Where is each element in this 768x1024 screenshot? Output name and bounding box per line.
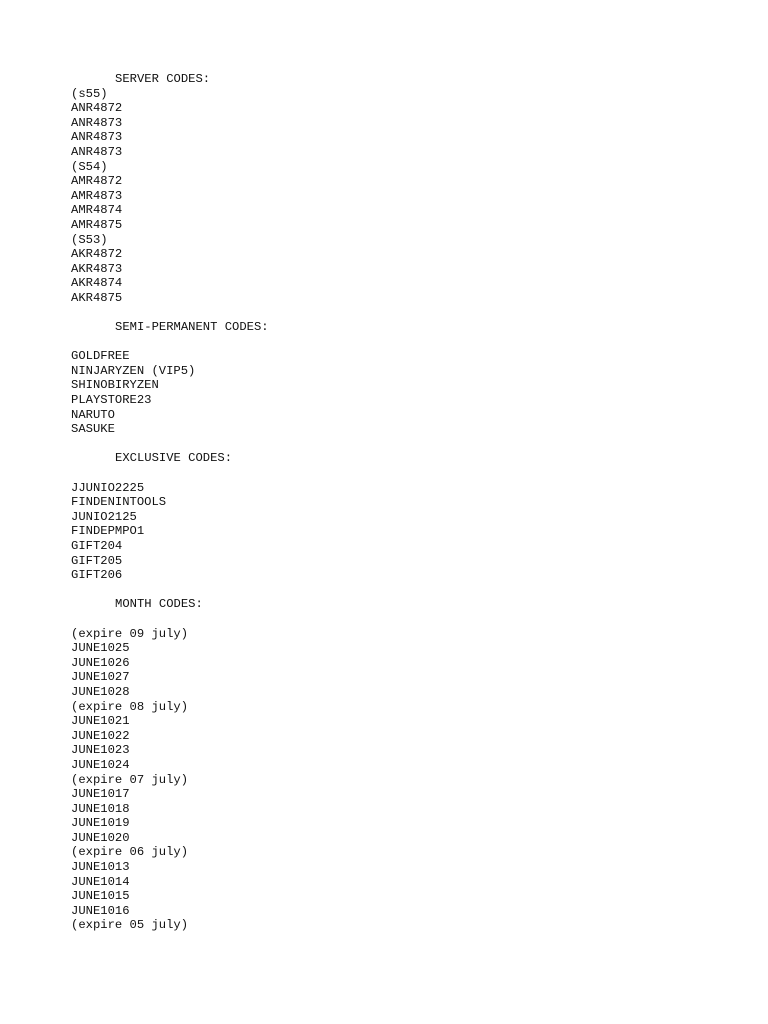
code-line: AMR4874	[71, 203, 123, 218]
code-line: JJUNIO2225	[71, 480, 145, 495]
code-line: FINDENINTOOLS	[71, 495, 167, 510]
code-section	[71, 320, 751, 451]
code-line: JUNIO2125	[71, 509, 137, 524]
code-line: JUNE1022	[71, 728, 130, 743]
code-line: GOLDFREE	[71, 349, 130, 364]
code-line: JUNE1027	[71, 670, 130, 685]
code-line: JUNE1019	[71, 816, 130, 831]
group-note: (expire 05 july)	[71, 918, 189, 933]
code-line: JUNE1025	[71, 641, 130, 656]
code-line: ANR4872	[71, 101, 123, 116]
code-line: AMR4875	[71, 217, 123, 232]
group-note: (expire 06 july)	[71, 845, 189, 860]
section-heading: SERVER CODES:	[115, 72, 211, 86]
code-line: JUNE1026	[71, 655, 130, 670]
section-heading: EXCLUSIVE CODES:	[115, 451, 233, 466]
code-line: AKR4873	[71, 261, 123, 276]
code-line: AKR4872	[71, 247, 123, 262]
blank-line	[71, 335, 751, 350]
code-line: GIFT204	[71, 539, 123, 553]
group-note: (expire 09 july)	[71, 626, 189, 641]
code-section	[71, 72, 751, 320]
code-line: JUNE1020	[71, 830, 130, 845]
group-note: (expire 08 july)	[71, 699, 189, 714]
code-line: ANR4873	[71, 115, 123, 130]
code-line: AKR4874	[71, 276, 123, 291]
code-line: JUNE1018	[71, 801, 130, 816]
code-line: NARUTO	[71, 407, 115, 422]
group-note: (s55)	[71, 86, 108, 101]
code-line: JUNE1023	[71, 743, 130, 758]
section-heading: SEMI-PERMANENT CODES:	[115, 320, 269, 335]
code-sections	[71, 72, 751, 933]
code-line: GIFT205	[71, 553, 123, 568]
code-section	[71, 597, 751, 933]
blank-line	[71, 612, 751, 627]
blank-line	[71, 306, 751, 321]
code-line: JUNE1017	[71, 787, 130, 802]
code-line: JUNE1016	[71, 903, 130, 918]
code-line: AMR4873	[71, 188, 123, 203]
code-line: AMR4872	[71, 174, 123, 189]
code-line: AKR4875	[71, 290, 123, 305]
code-line: JUNE1024	[71, 757, 130, 772]
code-line: ANR4873	[71, 130, 123, 145]
code-line: JUNE1021	[71, 714, 130, 729]
code-line: JUNE1013	[71, 860, 130, 875]
group-note: (S54)	[71, 159, 108, 174]
code-line: SHINOBIRYZEN	[71, 378, 159, 393]
section-heading: MONTH CODES:	[115, 597, 203, 612]
blank-line	[71, 466, 751, 481]
blank-line	[71, 437, 751, 452]
group-note: (expire 07 july)	[71, 772, 189, 787]
code-line: NINJARYZEN (VIP5)	[71, 363, 196, 378]
blank-line	[71, 583, 751, 598]
code-line: JUNE1015	[71, 889, 130, 904]
code-line: PLAYSTORE23	[71, 393, 152, 408]
code-line: JUNE1014	[71, 874, 130, 889]
code-section	[71, 451, 751, 597]
code-line: FINDEPMPO1	[71, 524, 145, 539]
code-line: GIFT206	[71, 568, 123, 583]
group-note: (S53)	[71, 232, 108, 247]
document-body	[71, 72, 751, 933]
code-line: ANR4873	[71, 144, 123, 159]
code-line: SASUKE	[71, 422, 115, 437]
code-line: JUNE1028	[71, 684, 130, 699]
